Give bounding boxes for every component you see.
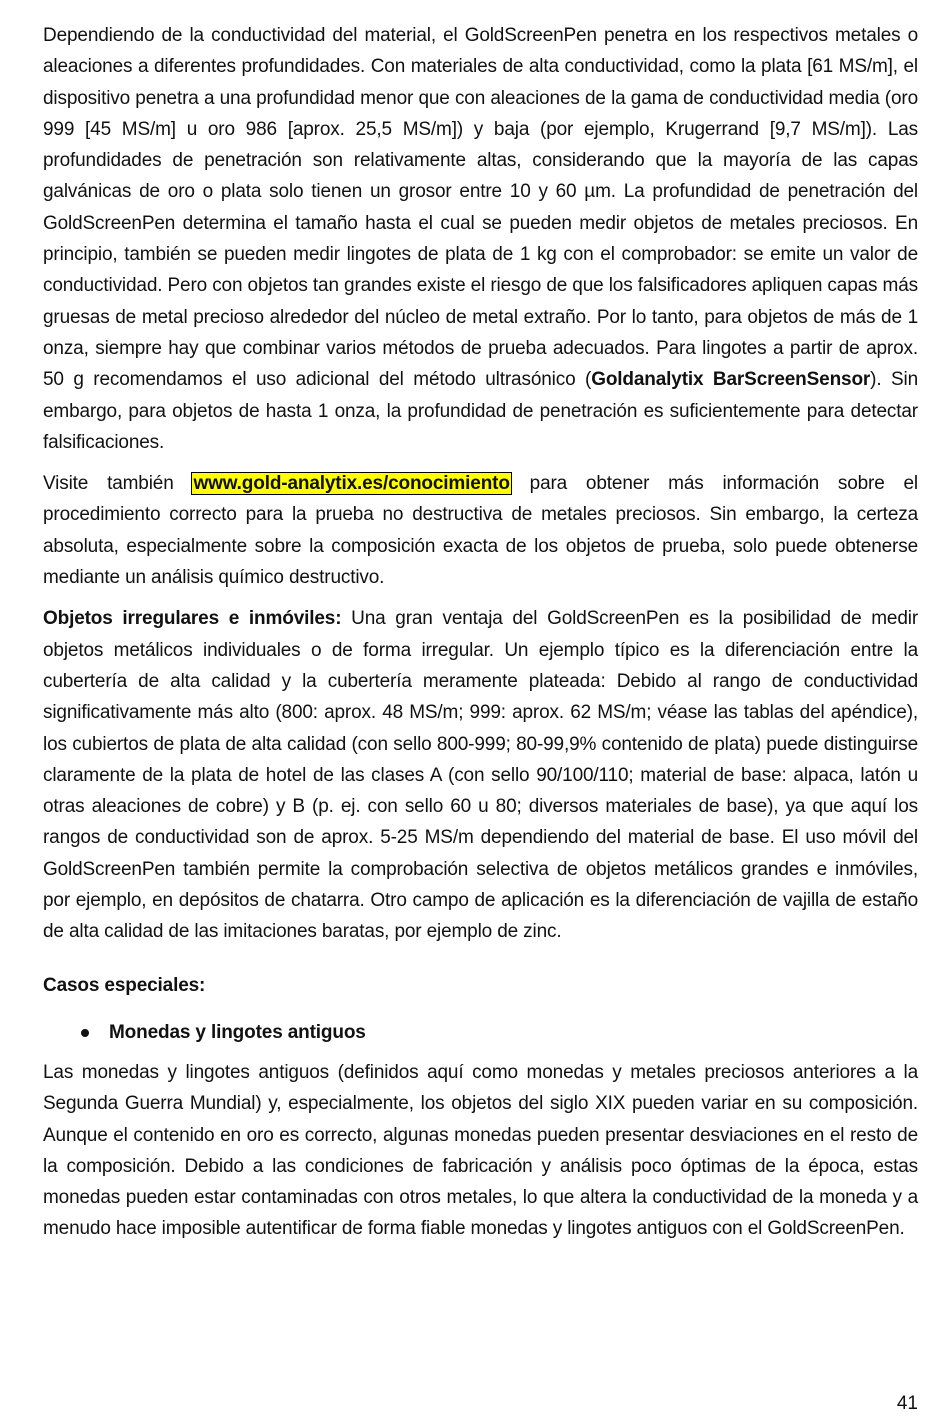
page-number: 41 bbox=[896, 1393, 918, 1414]
product-name-bold: Goldanalytix BarScreenSensor bbox=[591, 369, 871, 391]
paragraph-penetration-depth bbox=[43, 20, 918, 458]
paragraph-text: Visite también bbox=[43, 473, 193, 495]
paragraph-irregular-objects bbox=[43, 603, 918, 947]
bullet-item bbox=[43, 1017, 918, 1048]
paragraph-old-coins: Las monedas y lingotes antiguos (definidos aquí como monedas y metales preciosos anteriores a la Segunda Guerra Mundial) y, especialmente, los objetos del siglo XIX pueden variar en su composición. Aunque el contenido en oro es correcto, algunas monedas pueden presentar desviaciones en el resto de la composición. Debido a las condiciones de fabricación y análisis poco óptimas de la época, estas monedas pueden estar contaminadas con otros metales, lo que altera la conductividad de la moneda y a menudo hace imposible autentificar de forma fiable monedas y lingotes antiguos con el GoldScreenPen. bbox=[43, 1061, 918, 1240]
paragraph-text: Dependiendo de la conductividad del material, el GoldScreenPen penetra en los respectivos metales o aleaciones a diferentes profundidades. Con materiales de alta conductividad, como la plata [61 MS/m], el dispositivo penetra a una profundidad menor que con aleaciones de la gama de conductividad media (oro 999 [45 MS/m] u oro 986 [aprox. 25,5 MS/m]) y baja (por ejemplo, Krugerrand [9,7 MS/m]). Las profundidades de penetración son relativamente altas, considerando que la mayoría de las capas galvánicas de oro o plata solo tienen un grosor entre 10 y 60 µm. La profundidad de penetración del GoldScreenPen determina el tamaño hasta el cual se pueden medir objetos de metales preciosos. En principio, también se pueden medir lingotes de plata de 1 kg con el comprobador: se emite un valor de conductividad. Pero con objetos tan grandes existe el riesgo de que los falsificadores apliquen capas más gruesas de metal precioso alrededor del núcleo de metal extraño. Por lo tanto, para objetos de más de 1 onza, siempre hay que combinar varios métodos de prueba adecuados. Para lingotes a partir de aprox. 50 g recomendamos el uso adicional del método ultrasónico ( bbox=[43, 25, 918, 391]
bullet-label: Monedas y lingotes antiguos bbox=[109, 1021, 366, 1043]
special-cases-heading: Casos especiales: bbox=[43, 974, 206, 996]
section-lead-bold: Objetos irregulares e inmóviles: bbox=[43, 608, 342, 630]
paragraph-text: ). Sin embargo, para objetos de hasta 1 onza, la profundidad de penetración es suficientemente para detectar falsificaciones. bbox=[43, 369, 918, 453]
website-link[interactable]: www.gold-analytix.es/conocimiento bbox=[193, 473, 510, 495]
paragraph-text: Una gran ventaja del GoldScreenPen es la posibilidad de medir objetos metálicos individuales o de forma irregular. Un ejemplo típico es la diferenciación entre la cubertería de alta calidad y la cubertería meramente plateada: Debido al rango de conductividad significativamente más alto (800: aprox. 48 MS/m; 999: aprox. 62 MS/m; véase las tablas del apéndice), los cubiertos de plata de alta calidad (con sello 800-999; 80-99,9% contenido de plata) puede distinguirse claramente de la plata de hotel de las clases A (con sello 90/100/110; material de base: alpaca, latón u otras aleaciones de cobre) y B (p. ej. con sello 60 u 80; diversos materiales de base), ya que aquí los rangos de conductividad son de aprox. 5-25 MS/m dependiendo del material de base. El uso móvil del GoldScreenPen también permite la comprobación selectiva de objetos metálicos grandes e inmóviles, por ejemplo, en depósitos de chatarra. Otro campo de aplicación es la diferenciación de vajilla de estaño de alta calidad de las imitaciones baratas, por ejemplo de zinc. bbox=[43, 608, 918, 943]
paragraph-text: para obtener más información sobre el procedimiento correcto para la prueba no destructiva de metales preciosos. Sin embargo, la certeza absoluta, especialmente sobre la composición exacta de los objetos de prueba, solo puede obtenerse mediante un análisis químico destructivo. bbox=[43, 473, 918, 589]
bullet-icon bbox=[81, 1029, 89, 1037]
paragraph-visit-website bbox=[43, 468, 918, 593]
document-page bbox=[43, 20, 918, 1245]
